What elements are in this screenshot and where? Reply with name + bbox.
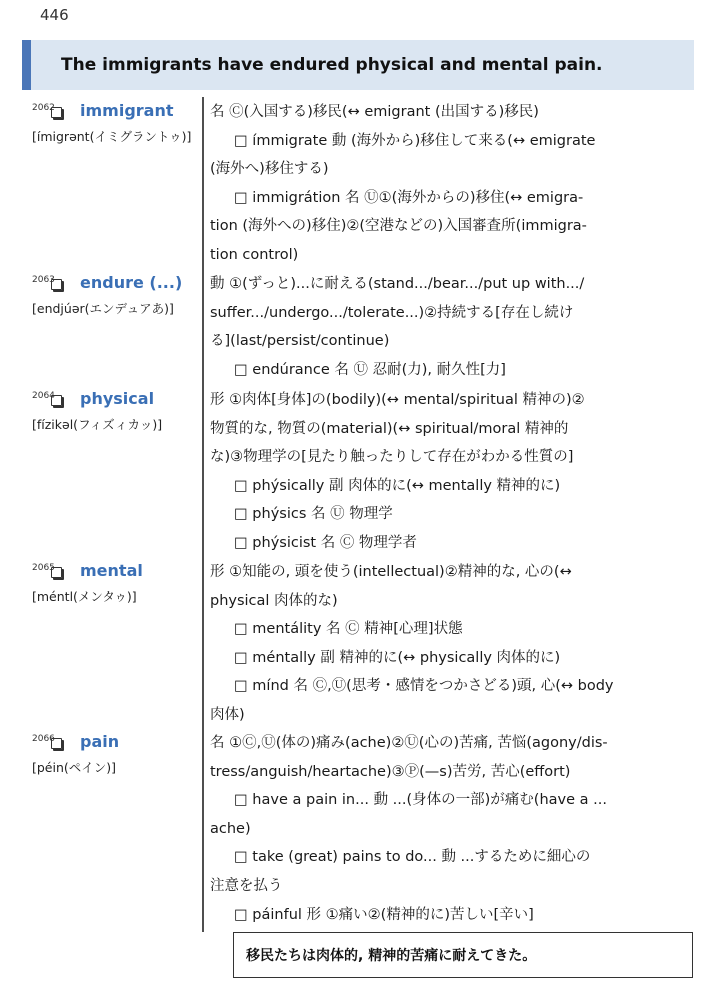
definition-line: □ have a pain in... 動 ...(身体の一部)が痛む(have a ... [234,792,607,809]
example-sentence-banner: The immigrants have endured physical and mental pain. [22,40,694,90]
definition-line: □ méntally 副 精神的に(↔ physically 肉体的に) [234,649,561,666]
checkbox-icon[interactable] [51,738,62,749]
definition-line: □ ímmigrate 動 (海外から)移住して来る(↔ emigrate [234,132,596,149]
entry-number: 2062 [32,103,55,113]
definition-line: tress/anguish/heartache)③Ⓟ(—s)苦労, 苦心(effort) [210,763,571,780]
definition-line: □ phýsically 副 肉体的に(↔ mentally 精神的に) [234,477,561,494]
definition-line: る](last/persist/continue) [210,333,390,350]
headword: endure (...) [80,273,183,292]
definition-line: □ endúrance 名 Ⓤ 忍耐(力), 耐久性[力] [234,361,506,378]
definition-immigrant [210,98,595,270]
definition-line: 形 ①知能の, 頭を使う(intellectual)②精神的な, 心の(↔ [210,564,572,580]
definition-mental [210,558,614,730]
definition-line: ache) [210,820,251,837]
pronunciation: [péin(ペイン)] [32,760,117,775]
definition-line: 肉体) [210,706,245,723]
definition-line: 動 ①(ずっと)...に耐える(stand.../bear.../put up with.../ [210,276,585,292]
checkbox-icon[interactable] [51,567,62,578]
definition-pain [210,729,608,929]
checkbox-icon[interactable] [51,279,62,290]
definition-physical [210,386,585,558]
definition-line: 名 Ⓒ(入国する)移民(↔ emigrant (出国する)移民) [210,104,539,120]
definition-line: な)③物理学の[見たり触ったりして存在がわかる性質の] [210,449,574,466]
definition-line: □ mínd 名 Ⓒ,Ⓤ(思考・感情をつかさどる)頭, 心(↔ body [234,678,614,695]
translation-box: 移民たちは肉体的, 精神的苦痛に耐えてきた。 [233,932,693,978]
column-divider [202,97,204,932]
definition-line: 形 ①肉体[身体]の(bodily)(↔ mental/spiritual 精神の)② [210,392,585,408]
pronunciation: [ímigrənt(イミグラントゥ)] [32,129,192,144]
checkbox-icon[interactable] [51,395,62,406]
definition-line: (海外へ)移住する) [210,161,329,178]
definition-line: tion control) [210,246,299,263]
definition-line: tion (海外への)移住)②(空港などの)入国審査所(immigra- [210,218,587,235]
entry-number: 2065 [32,563,55,573]
headword: physical [80,389,155,408]
definition-line: □ immigrátion 名 Ⓤ①(海外からの)移住(↔ emigra- [234,189,584,206]
entry-number: 2066 [32,734,55,744]
definition-line: □ mentálity 名 Ⓒ 精神[心理]状態 [234,621,463,638]
definition-line: 注意を払う [210,877,283,894]
definition-line: 名 ①Ⓒ,Ⓤ(体の)痛み(ache)②Ⓤ(心の)苦痛, 苦悩(agony/dis- [210,735,608,751]
pronunciation: [fízikəl(フィズィカッ)] [32,417,163,432]
entry-number: 2064 [32,391,55,401]
checkbox-icon[interactable] [51,107,62,118]
definition-line: □ phýsicist 名 Ⓒ 物理学者 [234,534,417,551]
headword: mental [80,561,143,580]
page-number: 446 [40,6,69,24]
definition-line: □ take (great) pains to do... 動 ...するために細心の [234,849,591,866]
definition-line: □ phýsics 名 Ⓤ 物理学 [234,506,393,523]
entry-number: 2063 [32,275,55,285]
definition-line: □ páinful 形 ①痛い②(精神的に)苦しい[辛い] [234,906,534,923]
headword: pain [80,732,120,751]
definition-endure [210,270,584,384]
definition-line: physical 肉体的な) [210,592,338,609]
headword: immigrant [80,101,174,120]
pronunciation: [méntl(メンタゥ)] [32,589,137,604]
pronunciation: [endjúər(エンデュアあ)] [32,301,174,316]
definition-line: 物質的な, 物質の(material)(↔ spiritual/moral 精神的 [210,420,569,437]
definition-line: suffer.../undergo.../tolerate...)②持続する[存在し続け [210,304,574,321]
